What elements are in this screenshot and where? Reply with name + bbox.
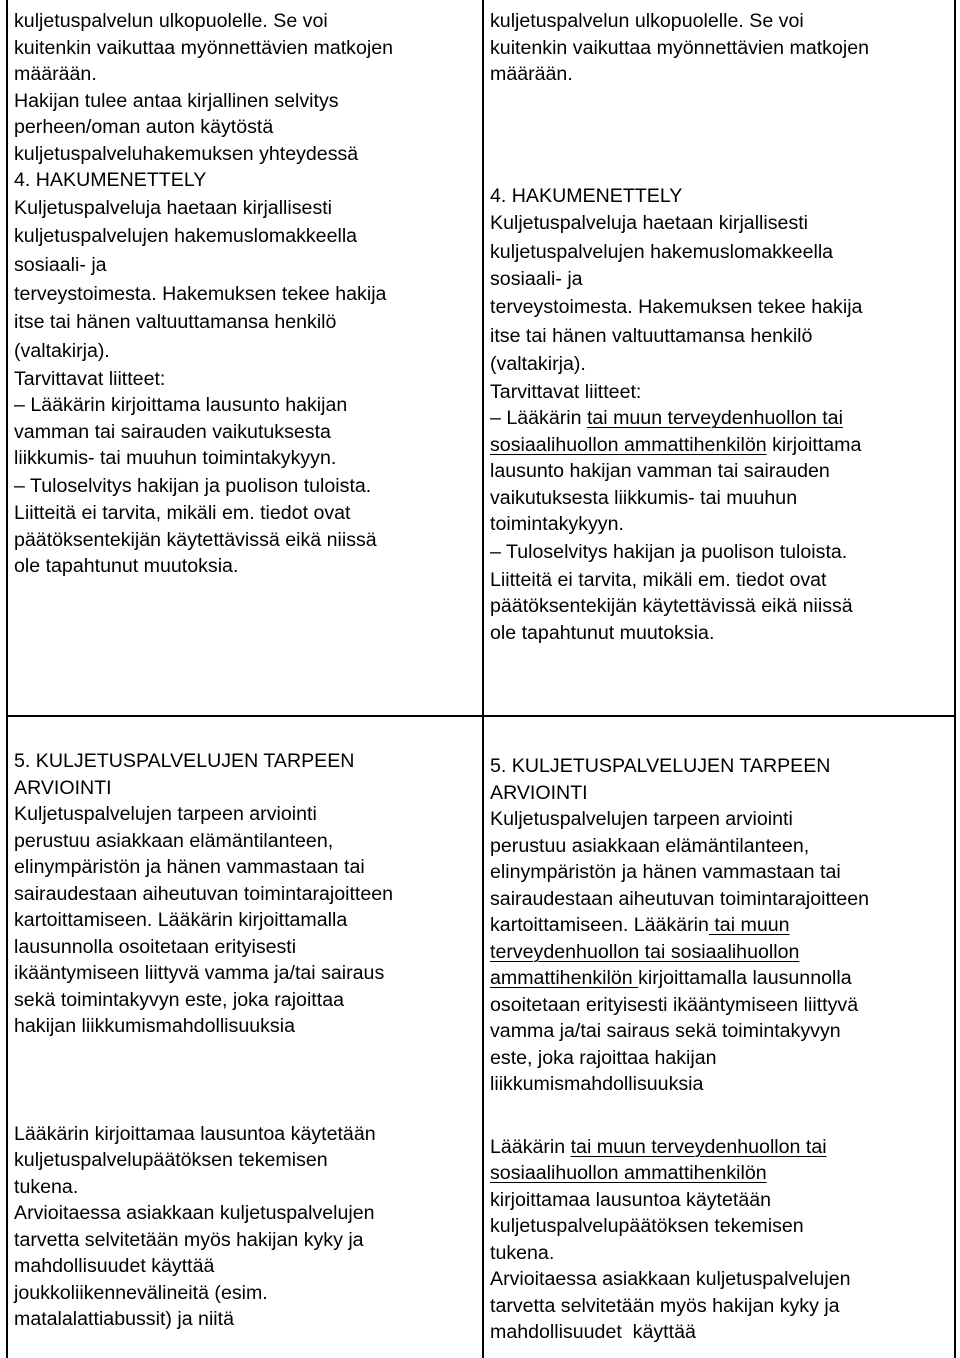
text-line: kuljetuspalvelupäätöksen tekemisen xyxy=(490,1215,804,1237)
text-line: elinympäristön ja hänen vammastaan tai xyxy=(490,861,841,883)
text-line: osoitetaan erityisesti ikääntymiseen liittyvä xyxy=(490,993,859,1016)
section-heading: 5. KULJETUSPALVELUJEN TARPEEN xyxy=(14,750,355,772)
text-line: kuljetuspalvelupäätöksen tekemisen xyxy=(14,1149,328,1171)
text-line: kuitenkin vaikuttaa myönnettävien matkojen xyxy=(490,36,870,59)
text-line: mahdollisuudet käyttää xyxy=(14,1255,215,1277)
text-line: lausunnolla osoitetaan erityisesti xyxy=(14,935,297,958)
text-line: kuljetuspalvelujen hakemuslomakkeella xyxy=(14,225,358,248)
text-line: Kuljetuspalvelujen tarpeen arviointi xyxy=(14,803,317,825)
text-line: terveystoimesta. Hakemuksen tekee hakija xyxy=(490,295,863,318)
text-line: kuljetuspalvelun ulkopuolelle. Se voi xyxy=(490,10,804,32)
text-line: Liitteitä ei tarvita, mikäli em. tiedot ovat xyxy=(490,568,827,591)
text-line: tarvetta selvitetään myös hakijan kyky ja xyxy=(14,1228,364,1251)
section-heading: 4. HAKUMENETTELY xyxy=(490,184,683,207)
text-line: vamman tai sairauden vaikutuksesta xyxy=(14,420,331,443)
section-heading: ARVIOINTI xyxy=(14,776,112,799)
inserted-text: sosiaalihuollon ammattihenkilön xyxy=(490,1162,767,1184)
text-line: Kuljetuspalveluja haetaan kirjallisesti xyxy=(490,212,809,234)
table-column-divider xyxy=(482,0,484,1358)
text-line: ole tapahtunut muutoksia. xyxy=(490,621,715,644)
text-line: tukena. xyxy=(14,1175,79,1198)
text-line: vaikutuksesta liikkumis- tai muuhun xyxy=(490,486,798,509)
text-line: kuljetuspalvelun ulkopuolelle. Se voi xyxy=(14,10,328,32)
cell-bottom-left xyxy=(14,748,474,1333)
text-line: itse tai hänen valtuuttamansa henkilö xyxy=(14,311,337,334)
text-line: toimintakykyyn. xyxy=(490,513,624,536)
table-row-divider xyxy=(6,715,956,717)
text-line: – Tuloselvitys hakijan ja puolison tuloista. xyxy=(14,474,372,497)
text-line: liikkumis- tai muuhun toimintakykyyn. xyxy=(14,447,337,470)
text-line: Kuljetuspalvelujen tarpeen arviointi xyxy=(490,808,793,830)
paragraph xyxy=(490,806,950,1098)
inserted-text: tai muun terveydenhuollon tai xyxy=(586,407,843,430)
text-line: kirjoittamaa lausuntoa käytetään xyxy=(490,1188,772,1211)
text-line: lausunto hakijan vamman tai sairauden xyxy=(490,460,830,483)
cell-top-left xyxy=(14,8,474,580)
text-line xyxy=(490,912,950,939)
text-line: Kuljetuspalveluja haetaan kirjallisesti xyxy=(14,196,333,219)
text-run: kartoittamiseen. Lääkärin xyxy=(490,914,709,936)
intro-paragraph xyxy=(14,8,474,167)
paragraph xyxy=(14,801,474,1040)
text-line: itse tai hänen valtuuttamansa henkilö xyxy=(490,324,813,347)
text-line: sosiaali- ja xyxy=(490,268,583,291)
text-line: kartoittamiseen. Lääkärin kirjoittamalla xyxy=(14,909,348,931)
text-line: tarvetta selvitetään myös hakijan kyky ja xyxy=(490,1294,840,1317)
text-line xyxy=(490,939,950,966)
inserted-text: ammattihenkilön xyxy=(490,967,639,989)
text-line: päätöksentekijän käytettävissä eikä niissä xyxy=(14,528,377,551)
text-line: sekä toimintakyvyn este, joka rajoittaa xyxy=(14,988,344,1011)
paragraph xyxy=(14,1121,474,1333)
cell-top-right xyxy=(490,8,950,646)
section-heading: 4. HAKUMENETTELY xyxy=(14,169,207,191)
text-line: kuljetuspalveluhakemuksen yhteydessä xyxy=(14,142,359,165)
text-run: kirjoittamalla lausunnolla xyxy=(638,967,852,989)
text-run: kirjoittama xyxy=(766,433,862,456)
text-line: (valtakirja). xyxy=(14,339,110,362)
text-line: kuljetuspalvelujen hakemuslomakkeella xyxy=(490,240,834,263)
inserted-text: sosiaalihuollon ammattihenkilön xyxy=(490,433,767,456)
section-heading: ARVIOINTI xyxy=(490,781,588,804)
text-line: sairaudestaan aiheutuvan toimintarajoitteen xyxy=(14,882,394,905)
paragraph xyxy=(490,1134,950,1346)
text-line: Liitteitä ei tarvita, mikäli em. tiedot ovat xyxy=(14,502,351,525)
inserted-text: tai muun terveydenhuollon tai xyxy=(570,1135,827,1158)
text-run: Lääkärin xyxy=(490,1135,571,1158)
text-line: hakijan liikkumismahdollisuuksia xyxy=(14,1015,295,1037)
text-line: este, joka rajoittaa hakijan xyxy=(490,1046,717,1069)
text-line: perheen/oman auton käytöstä xyxy=(14,116,274,138)
text-line: päätöksentekijän käytettävissä eikä niissä xyxy=(490,595,853,618)
text-line: Arvioitaessa asiakkaan kuljetuspalvelujen xyxy=(14,1202,375,1224)
text-line: matalalattiabussit) ja niitä xyxy=(14,1308,234,1330)
text-line: Tarvittavat liitteet: xyxy=(490,380,642,403)
text-line xyxy=(490,965,950,992)
text-line: sairaudestaan aiheutuvan toimintarajoitteen xyxy=(490,887,870,910)
text-line: elinympäristön ja hänen vammastaan tai xyxy=(14,856,365,878)
text-line: Arvioitaessa asiakkaan kuljetuspalvelujen xyxy=(490,1268,851,1290)
intro-paragraph xyxy=(490,8,950,88)
text-line: – Lääkärin kirjoittama lausunto hakijan xyxy=(14,394,348,417)
text-line: Lääkärin kirjoittamaa lausuntoa käytetään xyxy=(14,1122,376,1145)
text-line: ikääntymiseen liittyvä vamma ja/tai sairaus xyxy=(14,962,385,984)
text-line: Hakijan tulee antaa kirjallinen selvitys xyxy=(14,89,339,112)
text-line: joukkoliikennevälineitä (esim. xyxy=(14,1281,268,1304)
section-heading: 5. KULJETUSPALVELUJEN TARPEEN xyxy=(490,755,831,777)
table-border-right xyxy=(954,0,956,1358)
text-line: mahdollisuudet käyttää xyxy=(490,1321,696,1343)
text-line: määrään. xyxy=(490,63,573,85)
text-line: – Tuloselvitys hakijan ja puolison tuloista. xyxy=(490,540,848,563)
inserted-text: tai muun xyxy=(708,914,790,936)
table-border-left xyxy=(6,0,8,1358)
text-line xyxy=(490,1134,950,1161)
text-line xyxy=(490,405,950,432)
text-line: vamma ja/tai sairaus sekä toimintakyvyn xyxy=(490,1020,841,1042)
text-line xyxy=(490,1160,950,1187)
text-line: ole tapahtunut muutoksia. xyxy=(14,555,239,578)
cell-bottom-right xyxy=(490,753,950,1346)
text-line: perustuu asiakkaan elämäntilanteen, xyxy=(14,829,334,852)
text-line: sosiaali- ja xyxy=(14,253,107,276)
text-line: Tarvittavat liitteet: xyxy=(14,367,166,390)
inserted-text: terveydenhuollon tai sosiaalihuollon xyxy=(490,940,800,963)
text-line: liikkumismahdollisuuksia xyxy=(490,1073,704,1095)
text-line: perustuu asiakkaan elämäntilanteen, xyxy=(490,834,810,857)
text-line: (valtakirja). xyxy=(490,353,586,376)
text-run: – Lääkärin xyxy=(490,407,587,430)
section-body xyxy=(14,194,474,580)
text-line: määrään. xyxy=(14,63,97,85)
text-line: tukena. xyxy=(490,1241,555,1264)
text-line: kuitenkin vaikuttaa myönnettävien matkojen xyxy=(14,36,394,59)
section-body xyxy=(490,209,950,646)
text-line: terveystoimesta. Hakemuksen tekee hakija xyxy=(14,282,387,305)
text-line xyxy=(490,432,950,459)
